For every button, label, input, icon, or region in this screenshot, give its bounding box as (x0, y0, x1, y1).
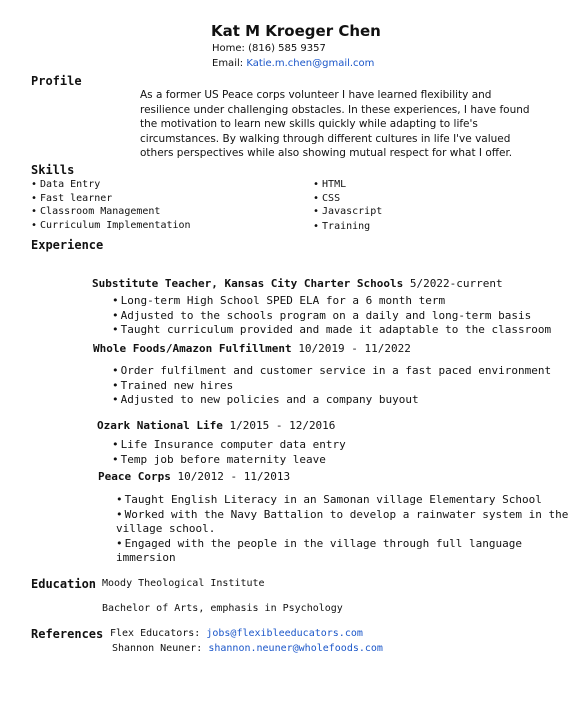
skill-item: • Classroom Management (31, 205, 191, 219)
experience-heading: Experience (31, 238, 104, 252)
job-title (98, 470, 290, 483)
job-title-text: Ozark National Life (97, 419, 223, 432)
job-bullet: • Life Insurance computer data entry (112, 438, 346, 453)
email-line (212, 58, 374, 69)
phone-line (212, 43, 326, 54)
references-heading: References (31, 627, 104, 641)
job-title (92, 277, 503, 290)
job-bullet: • Trained new hires (112, 379, 551, 394)
job-title-text: Peace Corps (98, 470, 171, 483)
job-bullets (112, 438, 346, 467)
skill-item: • Training (313, 220, 382, 234)
resume-name: Kat M Kroeger Chen (211, 22, 381, 40)
phone-number: (816) 585 9357 (248, 43, 326, 54)
phone-label: Home: (212, 43, 245, 54)
skill-item: • Curriculum Implementation (31, 219, 191, 233)
job-title (97, 419, 335, 432)
job-bullet: • Long-term High School SPED ELA for a 6 month term (112, 294, 551, 309)
job-bullet: • Engaged with the people in the village through full language immersion (116, 537, 576, 566)
email-label: Email: (212, 58, 244, 69)
job-bullet: • Order fulfilment and customer service in a fast paced environment (112, 364, 551, 379)
job-bullet: • Worked with the Navy Battalion to develop a rainwater system in the village school. (116, 508, 576, 537)
reference-name: Flex Educators: (110, 628, 201, 639)
education-school: Moody Theological Institute (102, 578, 265, 589)
skill-item: • Fast learner (31, 192, 191, 206)
job-bullet: • Taught English Literacy in an Samonan village Elementary School (116, 493, 576, 508)
skills-heading: Skills (31, 163, 75, 177)
email-link[interactable]: Katie.m.chen@gmail.com (246, 58, 375, 69)
reference-name: Shannon Neuner: (112, 643, 203, 654)
skills-list-left (31, 178, 191, 232)
job-title-text: Substitute Teacher, Kansas City Charter Schools (92, 277, 404, 290)
reference-item (110, 628, 363, 639)
reference-item (112, 643, 383, 654)
job-bullets (116, 493, 576, 566)
job-dates: 10/2019 - 11/2022 (298, 342, 411, 355)
job-dates: 5/2022-current (409, 277, 503, 290)
job-title-text: Whole Foods/Amazon Fulfillment (93, 342, 292, 355)
skills-list-right (313, 178, 382, 233)
education-heading: Education (31, 577, 97, 591)
job-dates: 10/2012 - 11/2013 (177, 470, 291, 483)
job-bullet: • Temp job before maternity leave (112, 453, 346, 468)
skill-item: • CSS (313, 192, 382, 206)
job-bullets (112, 364, 551, 408)
skill-item: • Data Entry (31, 178, 191, 192)
job-bullet: • Taught curriculum provided and made it adaptable to the classroom (112, 323, 551, 338)
job-bullet: • Adjusted to new policies and a company buyout (112, 393, 551, 408)
skill-item: • HTML (313, 178, 382, 192)
reference-email-link[interactable]: jobs@flexibleeducators.com (206, 628, 363, 639)
profile-text: As a former US Peace corps volunteer I have learned flexibility and resilience under challenging obstacles. In these experiences, I have found the motivation to learn new skills quickly while adapting to life's circumstances. By walking through different cultures in life I've valued others perspectives while also showing mutual respect for what I offer. (140, 89, 530, 159)
job-dates: 1/2015 - 12/2016 (229, 419, 336, 432)
job-title (93, 342, 411, 355)
skill-item: • Javascript (313, 205, 382, 219)
education-degree: Bachelor of Arts, emphasis in Psychology (102, 603, 343, 614)
profile-heading: Profile (31, 74, 82, 88)
job-bullets (112, 294, 551, 338)
reference-email-link[interactable]: shannon.neuner@wholefoods.com (208, 643, 383, 654)
job-bullet: • Adjusted to the schools program on a daily and long-term basis (112, 309, 551, 324)
